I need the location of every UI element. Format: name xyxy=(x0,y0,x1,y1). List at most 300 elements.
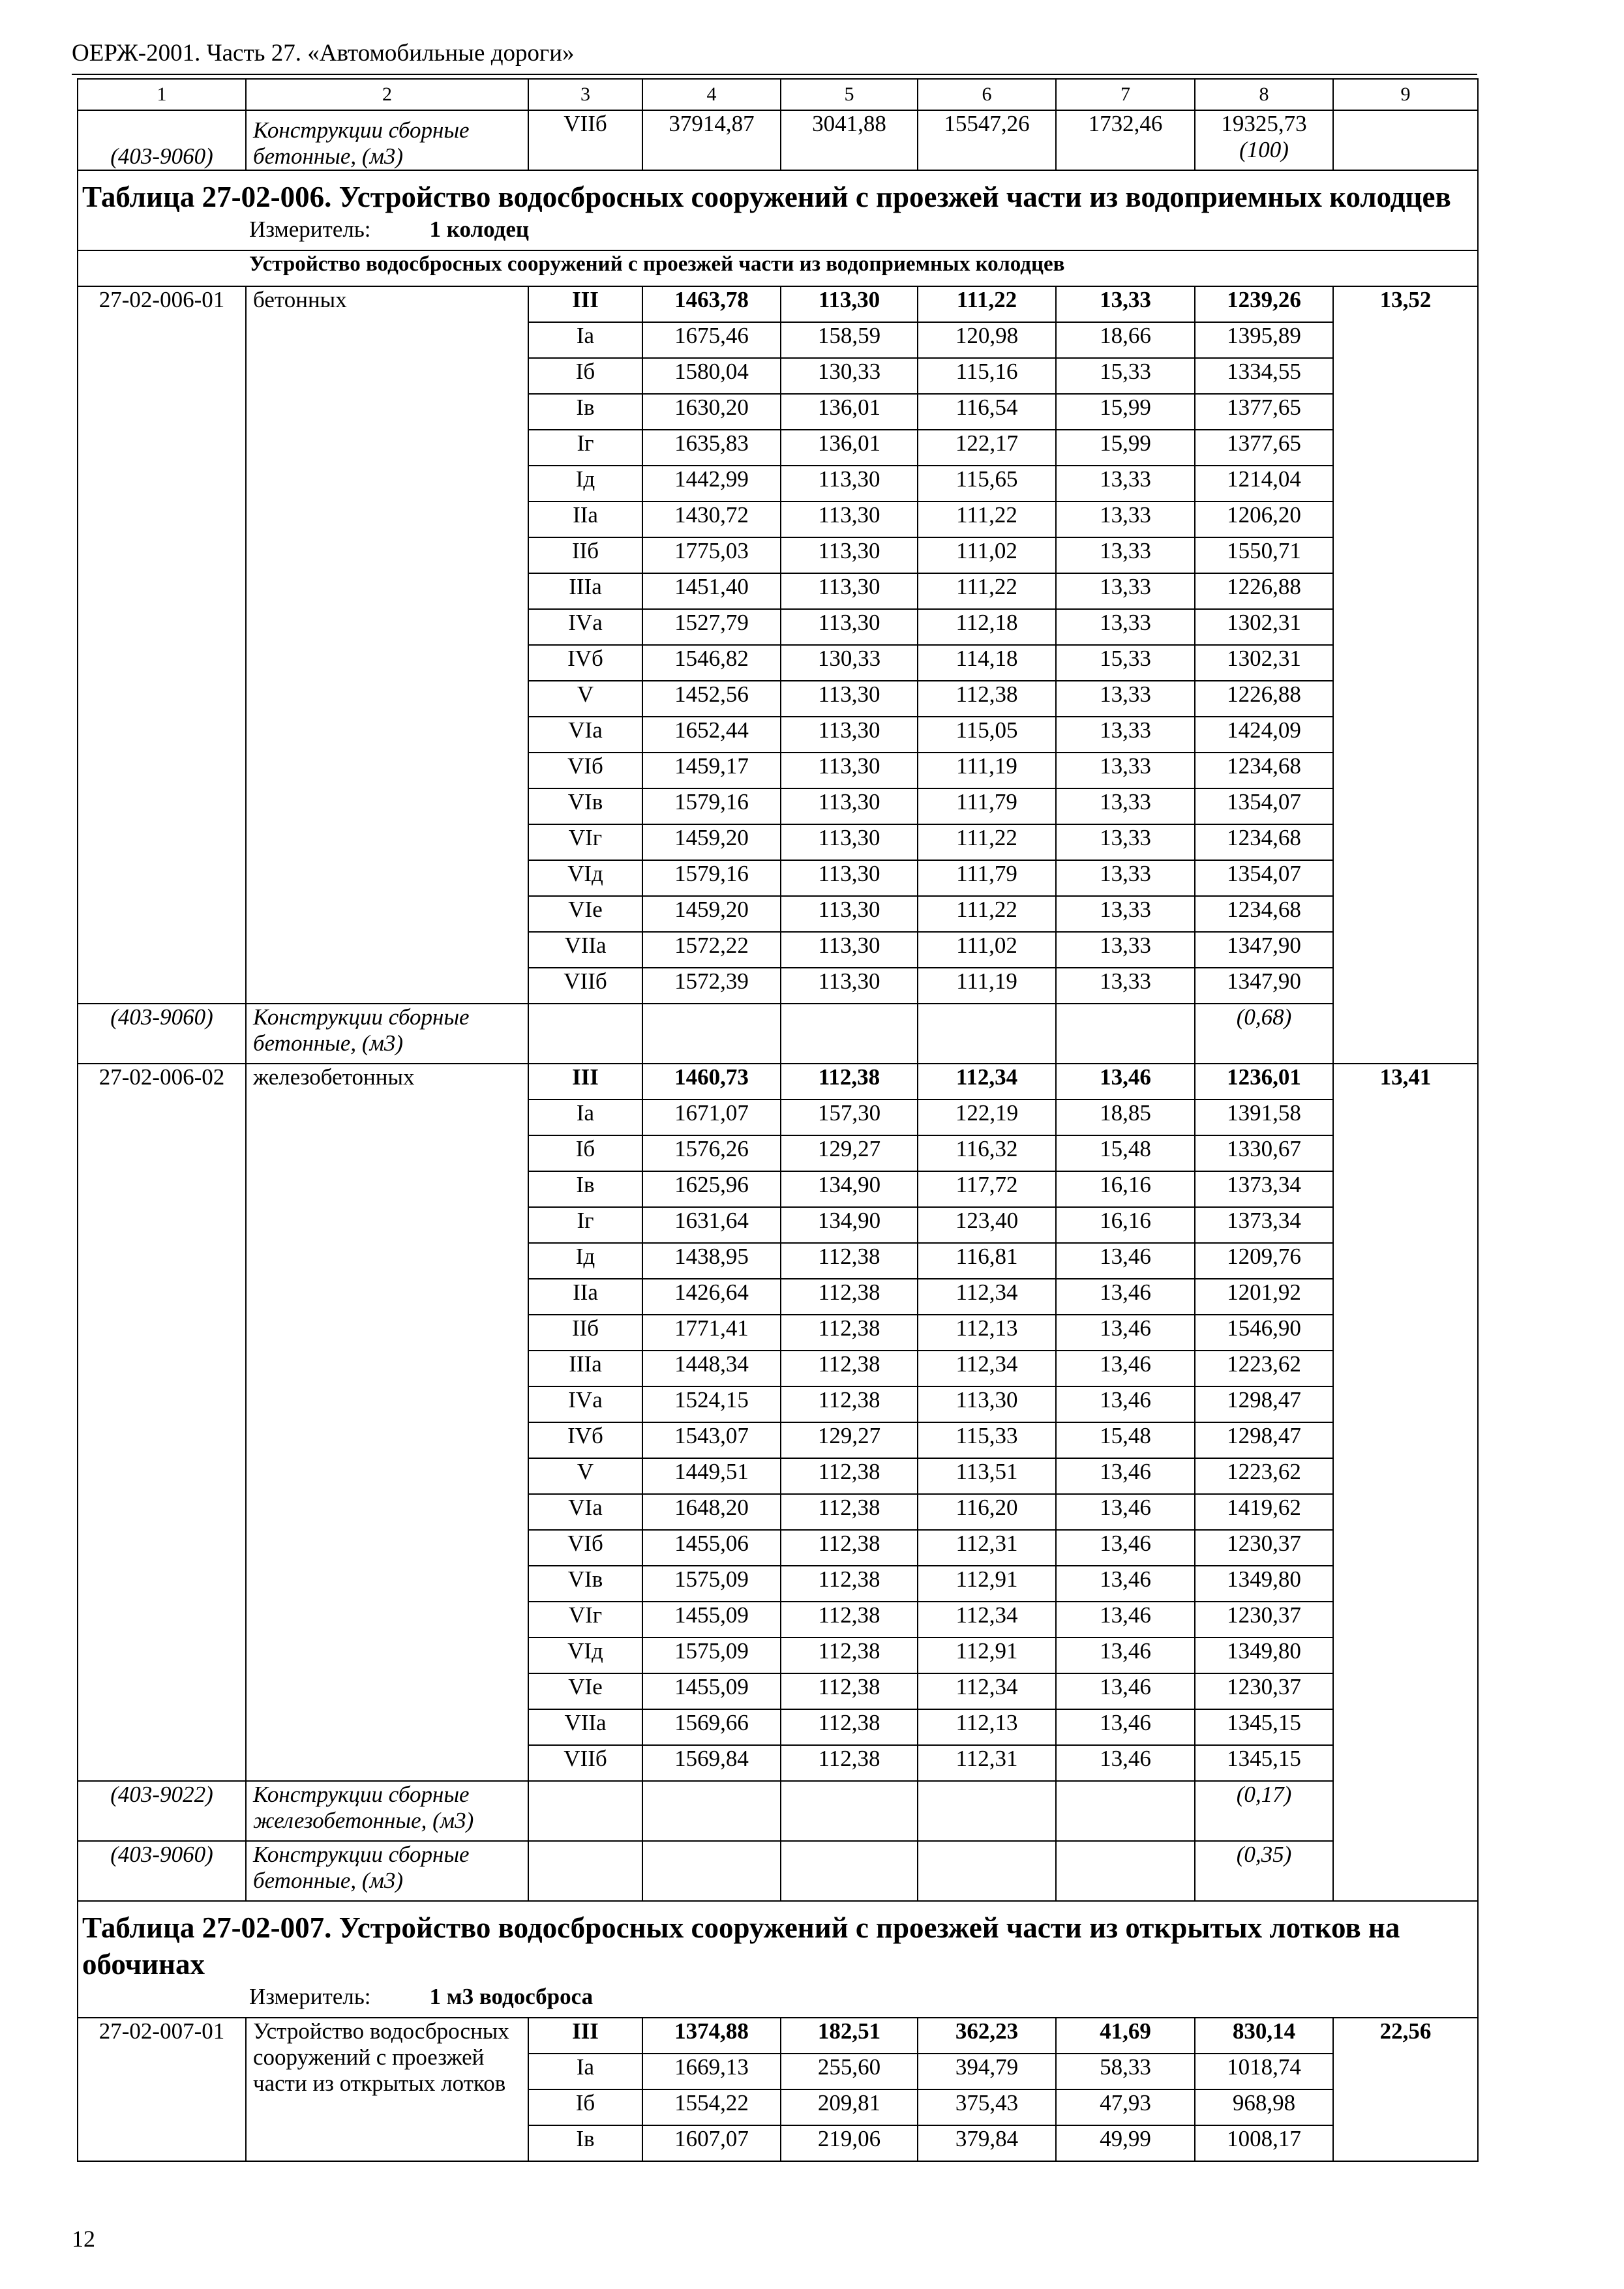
resource-code: (403-9060) xyxy=(78,110,246,170)
value-cell: 113,30 xyxy=(781,896,918,932)
value-cell: 113,51 xyxy=(918,1458,1056,1494)
value-cell: 1448,34 xyxy=(642,1351,781,1386)
value-cell: 1576,26 xyxy=(642,1135,781,1171)
zone-cell: Iа xyxy=(528,322,642,358)
zone-cell: Iб xyxy=(528,2089,642,2125)
zone-cell: Iб xyxy=(528,358,642,394)
value-cell: 129,27 xyxy=(781,1135,918,1171)
value-cell: 1675,46 xyxy=(642,322,781,358)
value-cell: 111,22 xyxy=(918,501,1056,537)
value-cell: 113,30 xyxy=(781,753,918,788)
value-cell: 134,90 xyxy=(781,1207,918,1243)
empty-cell xyxy=(918,1841,1056,1901)
item-code: 27-02-006-02 xyxy=(78,1064,246,1781)
value-cell: 15,33 xyxy=(1056,645,1195,681)
empty-cell xyxy=(642,1781,781,1841)
value-cell xyxy=(642,110,781,170)
resource-code: (403-9060) xyxy=(78,1841,246,1901)
empty-cell xyxy=(1056,1781,1195,1841)
value-cell: 1625,96 xyxy=(642,1171,781,1207)
value-cell: 122,19 xyxy=(918,1100,1056,1135)
value-cell: 13,46 xyxy=(1056,1745,1195,1781)
value-cell: 112,38 xyxy=(781,1279,918,1315)
column-number: 9 xyxy=(1333,79,1478,110)
value-cell: 1459,20 xyxy=(642,824,781,860)
value-cell: 1554,22 xyxy=(642,2089,781,2125)
value-cell: 1572,22 xyxy=(642,932,781,968)
value-cell: 13,33 xyxy=(1056,788,1195,824)
value-cell: 1775,03 xyxy=(642,537,781,573)
resource-qty: (0,17) xyxy=(1195,1781,1333,1841)
value-cell: 1419,62 xyxy=(1195,1494,1333,1530)
table-row xyxy=(78,1064,1478,1100)
value-cell: 1463,78 xyxy=(642,286,781,322)
value-cell: 114,18 xyxy=(918,645,1056,681)
value-cell: 13,33 xyxy=(1056,932,1195,968)
resource-desc: Конструкции сборные железобетонные, (м3) xyxy=(246,1781,528,1841)
zone-cell: VIб xyxy=(528,753,642,788)
value-cell: 112,38 xyxy=(781,1351,918,1386)
value-cell: 1579,16 xyxy=(642,860,781,896)
value-cell: 1575,09 xyxy=(642,1566,781,1602)
value-cell: 112,13 xyxy=(918,1315,1056,1351)
empty-cell xyxy=(1056,1004,1195,1064)
value-cell: 112,38 xyxy=(781,1602,918,1638)
measure-cell xyxy=(78,215,1478,250)
value-cell: 113,30 xyxy=(781,824,918,860)
value-cell: 1373,34 xyxy=(1195,1207,1333,1243)
value-cell: 13,46 xyxy=(1056,1638,1195,1673)
value-cell: 13,33 xyxy=(1056,896,1195,932)
zone-cell: IIб xyxy=(528,537,642,573)
value-text: 1732,46 xyxy=(1088,111,1163,136)
resource-qty: (0,68) xyxy=(1195,1004,1333,1064)
value-cell: 112,31 xyxy=(918,1745,1056,1781)
value-cell: 116,32 xyxy=(918,1135,1056,1171)
value-cell: 13,33 xyxy=(1056,753,1195,788)
value-cell: 13,33 xyxy=(1056,537,1195,573)
value-cell: 1345,15 xyxy=(1195,1709,1333,1745)
section-row xyxy=(78,250,1478,286)
value-cell: 182,51 xyxy=(781,2018,918,2054)
zone-cell: V xyxy=(528,1458,642,1494)
column-number-row xyxy=(78,79,1478,110)
value-text: 19325,73 xyxy=(1221,111,1307,136)
value-cell: 1347,90 xyxy=(1195,968,1333,1004)
value-cell xyxy=(1056,110,1195,170)
measure-label: Измеритель: xyxy=(249,1984,371,2009)
value-cell: 1349,80 xyxy=(1195,1638,1333,1673)
value-cell: 1607,07 xyxy=(642,2125,781,2161)
value-cell: 13,33 xyxy=(1056,717,1195,753)
empty-cell xyxy=(918,1781,1056,1841)
value-cell: 112,13 xyxy=(918,1709,1056,1745)
value-cell: 1234,68 xyxy=(1195,753,1333,788)
value-cell: 115,05 xyxy=(918,717,1056,753)
value-cell: 1230,37 xyxy=(1195,1530,1333,1566)
empty-cell xyxy=(1056,1841,1195,1901)
measure-row xyxy=(78,215,1478,250)
value-cell: 113,30 xyxy=(781,717,918,753)
empty-cell xyxy=(1333,110,1478,170)
zone-cell: VIа xyxy=(528,1494,642,1530)
value-cell: 13,33 xyxy=(1056,609,1195,645)
zone-cell: IVб xyxy=(528,1422,642,1458)
value-cell: 1230,37 xyxy=(1195,1673,1333,1709)
item-code: 27-02-006-01 xyxy=(78,286,246,1004)
value-cell: 13,46 xyxy=(1056,1386,1195,1422)
zone-cell: Iа xyxy=(528,1100,642,1135)
empty-cell xyxy=(642,1841,781,1901)
page-number: 12 xyxy=(72,2226,95,2252)
zone-cell: IIIа xyxy=(528,1351,642,1386)
value-cell: 13,33 xyxy=(1056,286,1195,322)
value-cell: 1455,06 xyxy=(642,1530,781,1566)
zone-cell: VIд xyxy=(528,1638,642,1673)
value-cell: 111,22 xyxy=(918,824,1056,860)
value-cell: 1347,90 xyxy=(1195,932,1333,968)
value-cell: 113,30 xyxy=(781,860,918,896)
value-cell: 113,30 xyxy=(781,286,918,322)
value-cell: 129,27 xyxy=(781,1422,918,1458)
zone-cell: IVа xyxy=(528,609,642,645)
zone-cell: VIIб xyxy=(528,110,642,170)
value-cell: 112,38 xyxy=(781,1530,918,1566)
item-name: железобетонных xyxy=(246,1064,528,1781)
carry-row xyxy=(78,110,1478,170)
value-cell: 136,01 xyxy=(781,394,918,430)
value-cell: 15,48 xyxy=(1056,1422,1195,1458)
value-cell: 112,38 xyxy=(781,1745,918,1781)
value-cell: 1334,55 xyxy=(1195,358,1333,394)
value-cell: 112,38 xyxy=(781,1638,918,1673)
value-cell: 15,99 xyxy=(1056,430,1195,466)
value-cell: 1426,64 xyxy=(642,1279,781,1315)
value-cell: 1234,68 xyxy=(1195,824,1333,860)
value-cell: 1438,95 xyxy=(642,1243,781,1279)
value-cell: 112,38 xyxy=(918,681,1056,717)
empty-cell xyxy=(781,1781,918,1841)
value-cell: 968,98 xyxy=(1195,2089,1333,2125)
value-cell: 1377,65 xyxy=(1195,430,1333,466)
value-cell: 115,33 xyxy=(918,1422,1056,1458)
resource-desc: Конструкции сборные бетонные, (м3) xyxy=(246,1004,528,1064)
value-cell: 13,33 xyxy=(1056,968,1195,1004)
value-cell: 113,30 xyxy=(781,968,918,1004)
value-text: 37914,87 xyxy=(669,111,755,136)
value-cell: 112,38 xyxy=(781,1315,918,1351)
value-cell: 1354,07 xyxy=(1195,788,1333,824)
value-cell: 1236,01 xyxy=(1195,1064,1333,1100)
value-cell: 209,81 xyxy=(781,2089,918,2125)
value-cell: 1580,04 xyxy=(642,358,781,394)
zone-cell: Iв xyxy=(528,394,642,430)
zone-cell: VIе xyxy=(528,896,642,932)
empty-cell xyxy=(781,1004,918,1064)
value-cell: 134,90 xyxy=(781,1171,918,1207)
value-cell: 112,38 xyxy=(781,1673,918,1709)
resource-code: (403-9060) xyxy=(78,1004,246,1064)
resource-desc: Конструкции сборные бетонные, (м3) xyxy=(246,110,528,170)
col9-value: 13,41 xyxy=(1333,1064,1478,1901)
value-cell: 47,93 xyxy=(1056,2089,1195,2125)
value-cell: 113,30 xyxy=(781,932,918,968)
value-cell: 219,06 xyxy=(781,2125,918,2161)
value-cell: 18,66 xyxy=(1056,322,1195,358)
value-cell: 111,19 xyxy=(918,968,1056,1004)
value-cell: 115,65 xyxy=(918,466,1056,501)
value-cell: 1579,16 xyxy=(642,788,781,824)
table-title: Таблица 27-02-007. Устройство водосбросных сооружений с проезжей части из открытых лотков на обочинах xyxy=(78,1901,1478,1982)
value-cell: 1302,31 xyxy=(1195,609,1333,645)
resource-row xyxy=(78,1004,1478,1064)
zone-cell: IIб xyxy=(528,1315,642,1351)
value-cell: 1569,84 xyxy=(642,1745,781,1781)
value-cell: 1452,56 xyxy=(642,681,781,717)
zone-cell: IVа xyxy=(528,1386,642,1422)
value-cell: 136,01 xyxy=(781,430,918,466)
value-cell: 13,33 xyxy=(1056,824,1195,860)
zone-cell: Iд xyxy=(528,466,642,501)
value-cell: 13,46 xyxy=(1056,1494,1195,1530)
value-cell: 112,34 xyxy=(918,1351,1056,1386)
value-cell: 13,46 xyxy=(1056,1602,1195,1638)
value-cell: 157,30 xyxy=(781,1100,918,1135)
zone-cell: IIIа xyxy=(528,573,642,609)
value-cell: 379,84 xyxy=(918,2125,1056,2161)
resource-qty: (0,35) xyxy=(1195,1841,1333,1901)
value-cell: 112,91 xyxy=(918,1566,1056,1602)
value-cell: 1575,09 xyxy=(642,1638,781,1673)
value-cell: 13,33 xyxy=(1056,681,1195,717)
column-number: 2 xyxy=(246,79,528,110)
value-cell: 1546,90 xyxy=(1195,1315,1333,1351)
empty-cell xyxy=(642,1004,781,1064)
value-cell: 1771,41 xyxy=(642,1315,781,1351)
value-cell: 112,38 xyxy=(781,1494,918,1530)
value-cell: 1631,64 xyxy=(642,1207,781,1243)
zone-cell: VIв xyxy=(528,1566,642,1602)
header-rule xyxy=(72,74,1477,75)
zone-cell: VIг xyxy=(528,824,642,860)
value-cell: 112,34 xyxy=(918,1279,1056,1315)
zone-cell: Iв xyxy=(528,2125,642,2161)
column-number: 1 xyxy=(78,79,246,110)
value-cell: 111,22 xyxy=(918,896,1056,932)
resource-row xyxy=(78,1841,1478,1901)
column-number: 8 xyxy=(1195,79,1333,110)
zone-cell: Iд xyxy=(528,1243,642,1279)
value-cell: 15,48 xyxy=(1056,1135,1195,1171)
value-cell: 13,33 xyxy=(1056,573,1195,609)
value-cell: 13,46 xyxy=(1056,1351,1195,1386)
value-cell: 1546,82 xyxy=(642,645,781,681)
value-cell: 1330,67 xyxy=(1195,1135,1333,1171)
value-cell: 13,46 xyxy=(1056,1673,1195,1709)
value-cell: 1239,26 xyxy=(1195,286,1333,322)
value-cell: 255,60 xyxy=(781,2054,918,2089)
value-cell: 1226,88 xyxy=(1195,573,1333,609)
value-cell: 1223,62 xyxy=(1195,1351,1333,1386)
value-cell: 1349,80 xyxy=(1195,1566,1333,1602)
zone-cell: VIе xyxy=(528,1673,642,1709)
value-cell: 1635,83 xyxy=(642,430,781,466)
empty-cell xyxy=(528,1841,642,1901)
resource-code: (403-9022) xyxy=(78,1781,246,1841)
value-cell: 375,43 xyxy=(918,2089,1056,2125)
zone-cell: VIд xyxy=(528,860,642,896)
value-cell: 120,98 xyxy=(918,322,1056,358)
value-cell: 1226,88 xyxy=(1195,681,1333,717)
value-cell: 112,34 xyxy=(918,1602,1056,1638)
zone-cell: III xyxy=(528,2018,642,2054)
table-title-row xyxy=(78,170,1478,215)
value-cell: 1550,71 xyxy=(1195,537,1333,573)
value-cell: 1234,68 xyxy=(1195,896,1333,932)
value-cell: 113,30 xyxy=(781,537,918,573)
value-cell: 1302,31 xyxy=(1195,645,1333,681)
value-cell: 13,33 xyxy=(1056,501,1195,537)
value-cell: 130,33 xyxy=(781,645,918,681)
value-cell: 1569,66 xyxy=(642,1709,781,1745)
column-number: 4 xyxy=(642,79,781,110)
value-cell xyxy=(1195,110,1333,170)
zone-cell: VIIа xyxy=(528,1709,642,1745)
empty-cell xyxy=(528,1004,642,1064)
table-row xyxy=(78,286,1478,322)
value-cell: 13,46 xyxy=(1056,1279,1195,1315)
value-cell: 1018,74 xyxy=(1195,2054,1333,2089)
section-heading: Устройство водосбросных сооружений с проезжей части из водоприемных колодцев xyxy=(78,250,1478,286)
item-name: бетонных xyxy=(246,286,528,1004)
measure-row xyxy=(78,1982,1478,2018)
value-cell: 13,46 xyxy=(1056,1709,1195,1745)
value-cell: 1652,44 xyxy=(642,717,781,753)
value-cell: 58,33 xyxy=(1056,2054,1195,2089)
value-cell: 13,46 xyxy=(1056,1315,1195,1351)
zone-cell: III xyxy=(528,1064,642,1100)
zone-cell: VIIб xyxy=(528,968,642,1004)
rates-table xyxy=(77,78,1479,2162)
value-cell: 1524,15 xyxy=(642,1386,781,1422)
value-cell: 830,14 xyxy=(1195,2018,1333,2054)
value-cell: 1442,99 xyxy=(642,466,781,501)
value-cell: 113,30 xyxy=(781,466,918,501)
zone-cell: Iг xyxy=(528,1207,642,1243)
value-cell: 1430,72 xyxy=(642,501,781,537)
table-row xyxy=(78,2018,1478,2054)
value-cell: 1451,40 xyxy=(642,573,781,609)
value-cell: 1008,17 xyxy=(1195,2125,1333,2161)
value-cell: 111,22 xyxy=(918,286,1056,322)
value-cell: 1395,89 xyxy=(1195,322,1333,358)
value-cell: 15,33 xyxy=(1056,358,1195,394)
value-cell: 112,34 xyxy=(918,1673,1056,1709)
value-cell: 13,46 xyxy=(1056,1064,1195,1100)
value-cell: 41,69 xyxy=(1056,2018,1195,2054)
value-cell: 16,16 xyxy=(1056,1207,1195,1243)
value-cell: 130,33 xyxy=(781,358,918,394)
value-cell: 112,38 xyxy=(781,1243,918,1279)
value-cell: 1630,20 xyxy=(642,394,781,430)
zone-cell: V xyxy=(528,681,642,717)
value-cell: 13,46 xyxy=(1056,1243,1195,1279)
value-cell: 116,54 xyxy=(918,394,1056,430)
zone-cell: VIа xyxy=(528,717,642,753)
value-cell: 1449,51 xyxy=(642,1458,781,1494)
value-cell: 1223,62 xyxy=(1195,1458,1333,1494)
value-cell: 1391,58 xyxy=(1195,1100,1333,1135)
value-cell: 1209,76 xyxy=(1195,1243,1333,1279)
value-cell: 158,59 xyxy=(781,322,918,358)
zone-cell: VIб xyxy=(528,1530,642,1566)
zone-cell: Iб xyxy=(528,1135,642,1171)
value-cell: 117,72 xyxy=(918,1171,1056,1207)
value-cell: 13,46 xyxy=(1056,1458,1195,1494)
item-code: 27-02-007-01 xyxy=(78,2018,246,2161)
value-cell xyxy=(918,110,1056,170)
item-name: Устройство водосбросных сооружений с проезжей части из открытых лотков xyxy=(246,2018,528,2161)
value-cell: 13,46 xyxy=(1056,1530,1195,1566)
column-number: 5 xyxy=(781,79,918,110)
value-cell: 111,22 xyxy=(918,573,1056,609)
value-cell: 113,30 xyxy=(781,609,918,645)
table-title: Таблица 27-02-006. Устройство водосбросных сооружений с проезжей части из водоприемных колодцев xyxy=(78,170,1478,215)
value-cell: 111,02 xyxy=(918,932,1056,968)
value-cell: 1230,37 xyxy=(1195,1602,1333,1638)
value-cell: 1459,20 xyxy=(642,896,781,932)
value-cell: 113,30 xyxy=(781,501,918,537)
zone-cell: Iв xyxy=(528,1171,642,1207)
measure-cell xyxy=(78,1982,1478,2018)
resource-desc: Конструкции сборные бетонные, (м3) xyxy=(246,1841,528,1901)
zone-cell: IIа xyxy=(528,1279,642,1315)
zone-cell: Iг xyxy=(528,430,642,466)
value-cell: 1455,09 xyxy=(642,1602,781,1638)
value-cell: 362,23 xyxy=(918,2018,1056,2054)
value-cell: 1424,09 xyxy=(1195,717,1333,753)
value-cell: 113,30 xyxy=(781,681,918,717)
value-cell: 1298,47 xyxy=(1195,1386,1333,1422)
empty-cell xyxy=(528,1781,642,1841)
value-cell: 112,18 xyxy=(918,609,1056,645)
value-cell: 111,19 xyxy=(918,753,1056,788)
value-cell: 1373,34 xyxy=(1195,1171,1333,1207)
zone-cell: III xyxy=(528,286,642,322)
measure-label: Измеритель: xyxy=(249,217,371,242)
zone-cell: VIг xyxy=(528,1602,642,1638)
value-cell: 122,17 xyxy=(918,430,1056,466)
value-cell: 15,99 xyxy=(1056,394,1195,430)
value-cell: 112,38 xyxy=(781,1709,918,1745)
col9-value: 13,52 xyxy=(1333,286,1478,1064)
value-cell: 112,91 xyxy=(918,1638,1056,1673)
value-cell: 1572,39 xyxy=(642,968,781,1004)
value-cell: 116,20 xyxy=(918,1494,1056,1530)
value-cell: 1377,65 xyxy=(1195,394,1333,430)
column-number: 3 xyxy=(528,79,642,110)
zone-cell: VIIа xyxy=(528,932,642,968)
value-cell: 1345,15 xyxy=(1195,1745,1333,1781)
value-cell: 111,79 xyxy=(918,860,1056,896)
zone-cell: IVб xyxy=(528,645,642,681)
empty-cell xyxy=(918,1004,1056,1064)
value-cell: 112,38 xyxy=(781,1386,918,1422)
value-cell: 115,16 xyxy=(918,358,1056,394)
value-cell: 111,02 xyxy=(918,537,1056,573)
value-cell: 1527,79 xyxy=(642,609,781,645)
value-cell: 1671,07 xyxy=(642,1100,781,1135)
